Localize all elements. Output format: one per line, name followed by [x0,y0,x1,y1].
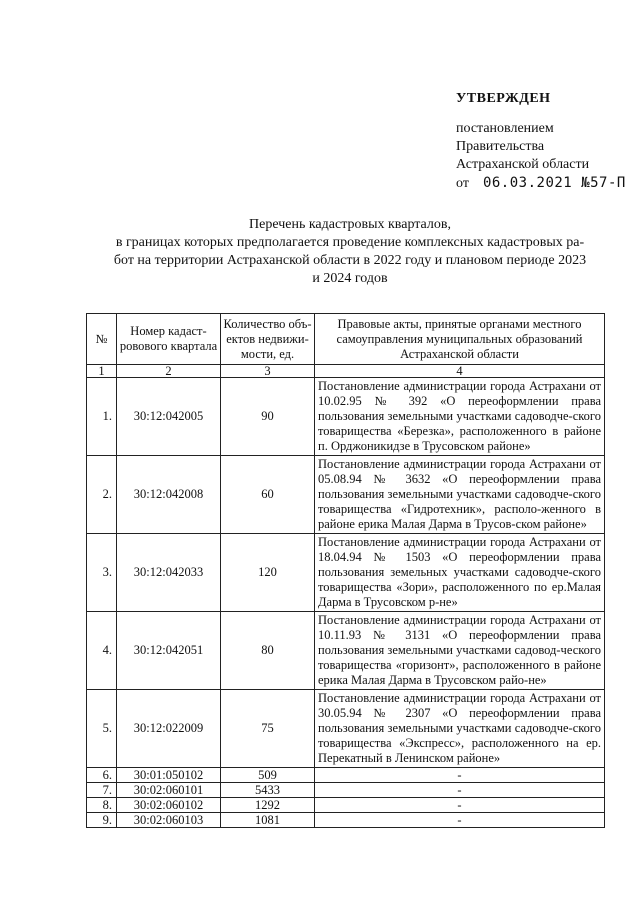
approval-title: УТВЕРЖДЕН [456,91,551,106]
approval-line-2: Правительства [456,139,545,154]
approval-date-number: 06.03.2021 №57-П [482,175,626,191]
row-number: 6. [87,768,117,783]
col-number: 4 [315,365,605,378]
title-line-1: Перечень кадастровых кварталов, [249,217,451,232]
column-number-row [87,365,605,378]
object-count: 75 [221,690,315,768]
approval-date-line [456,174,626,193]
table-header-row [87,314,605,365]
approval-line-1: постановлением [456,121,554,136]
object-count: 60 [221,456,315,534]
legal-act: Постановление администрации города Астрахани от 10.11.93 № 3131 «О переоформлении права пользования земельными участками садовод-ческого товарищества «горизонт», расположенного в районе ерика Малая Дарма в Трусовском райо-не» [315,612,605,690]
col-number: 3 [221,365,315,378]
table-row [87,798,605,813]
row-number: 7. [87,783,117,798]
approval-from-label: от [456,176,469,191]
quarter-number: 30:12:042005 [117,378,221,456]
object-count: 80 [221,612,315,690]
object-count: 1292 [221,798,315,813]
row-number: 5. [87,690,117,768]
approval-block [456,90,626,193]
table-row [87,690,605,768]
object-count: 1081 [221,813,315,828]
legal-act: Постановление администрации города Астрахани от 18.04.94 № 1503 «О переоформлении права пользования земельных участками садоводче-ского товарищества «Зори», расположенного по ер.Малая Дарма в Трусовском р-не» [315,534,605,612]
object-count: 90 [221,378,315,456]
title-line-4: и 2024 годов [312,271,388,286]
quarter-number: 30:02:060102 [117,798,221,813]
header-no: № [87,314,117,365]
col-number: 2 [117,365,221,378]
legal-act: Постановление администрации города Астрахани от 30.05.94 № 2307 «О переоформлении права пользования земельными участками садоводче-ского товарищества «Экспресс», расположенного на ер. Перекатный в Ленинском районе» [315,690,605,768]
legal-act: - [315,813,605,828]
row-number: 9. [87,813,117,828]
quarter-number: 30:12:042051 [117,612,221,690]
table-row [87,378,605,456]
row-number: 4. [87,612,117,690]
table-row [87,534,605,612]
table-row [87,768,605,783]
object-count: 5433 [221,783,315,798]
col-number: 1 [87,365,117,378]
table-row [87,612,605,690]
title-line-2: в границах которых предполагается проведение комплексных кадастровых ра- [115,235,585,250]
approval-line-3: Астраханской области [456,157,590,172]
row-number: 1. [87,378,117,456]
legal-act: Постановление администрации города Астрахани от 05.08.94 № 3632 «О переоформлении права пользования земельными участками садоводче-ского товарищества «Гидротехник», располо-женного в районе ерика Малая Дарма в Трусов-ском районе» [315,456,605,534]
table-row [87,783,605,798]
header-quarter: Номер кадаст-ровового квартала [117,314,221,365]
quarter-number: 30:02:060101 [117,783,221,798]
table-row [87,813,605,828]
quarter-number: 30:12:042033 [117,534,221,612]
row-number: 2. [87,456,117,534]
header-acts: Правовые акты, принятые органами местного самоуправления муниципальных образований Астраханской области [315,314,605,365]
legal-act: Постановление администрации города Астрахани от 10.02.95 № 392 «О переоформлении права пользования земельными участками садоводче-ского товарищества «Березка», расположенного в районе п. Орджоникидзе в Трусовском районе» [315,378,605,456]
quarter-number: 30:12:022009 [117,690,221,768]
quarter-number: 30:01:050102 [117,768,221,783]
cadastral-quarters-table [86,313,605,828]
row-number: 3. [87,534,117,612]
object-count: 509 [221,768,315,783]
table-row [87,456,605,534]
object-count: 120 [221,534,315,612]
legal-act: - [315,798,605,813]
header-count: Количество объ-ектов недвижи-мости, ед. [221,314,315,365]
legal-act: - [315,768,605,783]
quarter-number: 30:12:042008 [117,456,221,534]
quarter-number: 30:02:060103 [117,813,221,828]
title-line-3: бот на территории Астраханской области в 2022 году и плановом периоде 2023 [113,253,587,268]
row-number: 8. [87,798,117,813]
document-title [100,216,600,288]
legal-act: - [315,783,605,798]
